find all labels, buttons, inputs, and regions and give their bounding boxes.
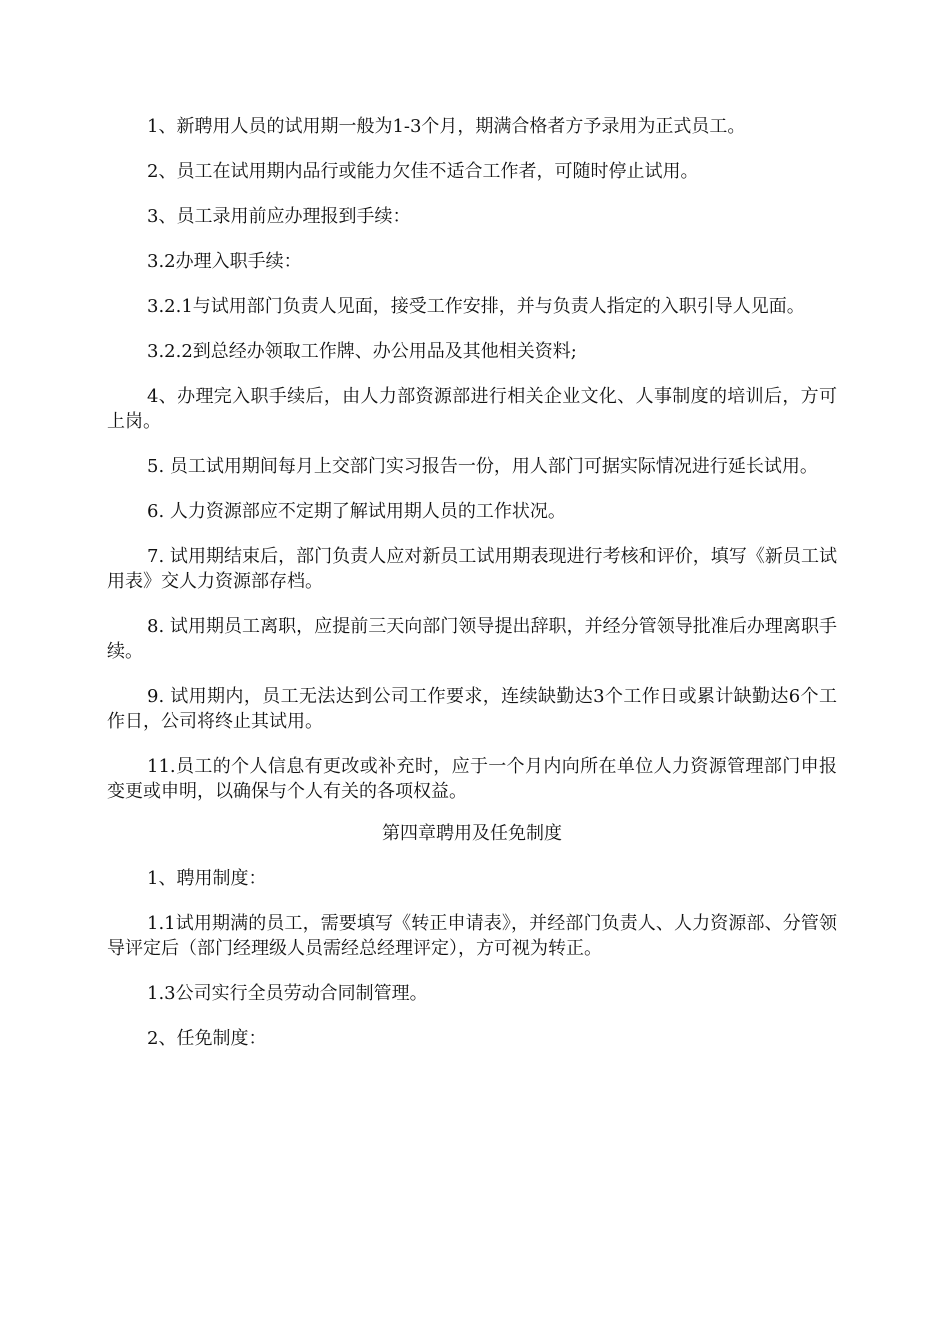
chapter-heading: 第四章聘用及任免制度 (382, 823, 562, 844)
paragraph-registration: 3、员工录用前应办理报到手续： (147, 206, 411, 227)
paragraph-appointment-system: 2、任免制度： (147, 1028, 267, 1049)
paragraph-probation-period: 1、新聘用人员的试用期一般为1-3个月，期满合格者方予录用为正式员工。 (147, 116, 746, 137)
paragraph-absence: 9. 试用期内，员工无法达到公司工作要求，连续缺勤达3个工作日或累计缺勤达6个工作日，公司将终止其试用。 (107, 686, 837, 732)
paragraph-personal-info: 11.员工的个人信息有更改或补充时，应于一个月内向所在单位人力资源管理部门申报变更或申明，以确保与个人有关的各项权益。 (107, 756, 837, 802)
paragraph-confirmation: 1.1试用期满的员工，需要填写《转正申请表》，并经部门负责人、人力资源部、分管领导评定后（部门经理级人员需经总经理评定），方可视为转正。 (107, 913, 837, 959)
paragraph-evaluation: 7. 试用期结束后，部门负责人应对新员工试用期表现进行考核和评价，填写《新员工试用表》交人力资源部存档。 (107, 546, 837, 592)
paragraph-meet-supervisor: 3.2.1与试用部门负责人见面，接受工作安排，并与负责人指定的入职引导人见面。 (147, 296, 805, 317)
paragraph-hiring-system: 1、聘用制度： (147, 868, 267, 889)
paragraph-monthly-report: 5. 员工试用期间每月上交部门实习报告一份，用人部门可据实际情况进行延长试用。 (147, 456, 818, 477)
paragraph-status-check: 6. 人力资源部应不定期了解试用期人员的工作状况。 (147, 501, 566, 522)
paragraph-labor-contract: 1.3公司实行全员劳动合同制管理。 (147, 983, 428, 1004)
paragraph-onboarding: 3.2办理入职手续： (147, 251, 302, 272)
paragraph-training: 4、办理完入职手续后，由人力部资源部进行相关企业文化、人事制度的培训后，方可上岗。 (107, 386, 837, 432)
paragraph-stop-probation: 2、员工在试用期内品行或能力欠佳不适合工作者，可随时停止试用。 (147, 161, 699, 182)
paragraph-collect-supplies: 3.2.2到总经办领取工作牌、办公用品及其他相关资料; (147, 341, 577, 362)
document-page (107, 114, 837, 1071)
paragraph-resignation: 8. 试用期员工离职，应提前三天向部门领导提出辞职，并经分管领导批准后办理离职手续。 (107, 616, 837, 662)
